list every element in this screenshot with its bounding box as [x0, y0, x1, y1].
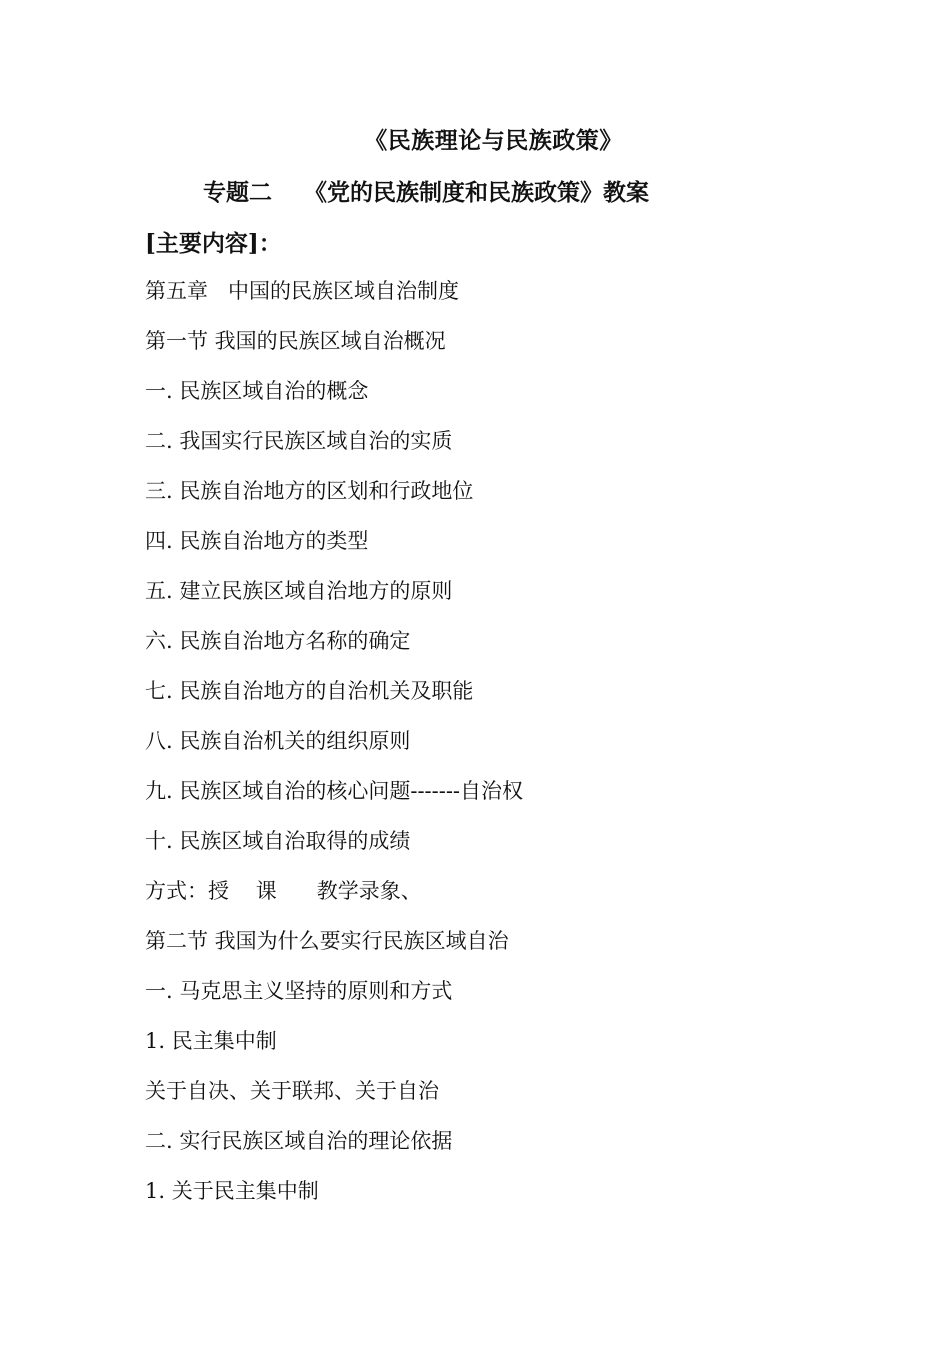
outline-line: 二. 实行民族区域自治的理论依据 — [145, 1129, 453, 1153]
outline-line: 1. 民主集中制 — [145, 1029, 277, 1053]
outline-line: 九. 民族区域自治的核心问题-------自治权 — [145, 779, 524, 803]
outline-line: 关于自决、关于联邦、关于自治 — [145, 1079, 439, 1103]
outline-line: 1. 关于民主集中制 — [145, 1179, 319, 1203]
outline-line: 一. 民族区域自治的概念 — [145, 379, 369, 403]
outline-line: 二. 我国实行民族区域自治的实质 — [145, 429, 453, 453]
outline-line: 一. 马克思主义坚持的原则和方式 — [145, 979, 453, 1003]
outline-line: 十. 民族区域自治取得的成绩 — [145, 829, 411, 853]
outline-line: 四. 民族自治地方的类型 — [145, 529, 369, 553]
outline-line: 第五章 中国的民族区域自治制度 — [145, 279, 460, 303]
document-subtitle: 专题二 《党的民族制度和民族政策》教案 — [203, 179, 650, 206]
document-title: 《民族理论与民族政策》 — [364, 127, 623, 154]
outline-line: 六. 民族自治地方名称的确定 — [145, 629, 411, 653]
outline-line: 八. 民族自治机关的组织原则 — [145, 729, 411, 753]
outline-line: 三. 民族自治地方的区划和行政地位 — [145, 479, 474, 503]
outline-line: 第二节 我国为什么要实行民族区域自治 — [145, 929, 509, 953]
main-content-label: [主要内容]： — [145, 230, 282, 257]
content-outline — [145, 274, 523, 1224]
outline-line: 方式：授 课 教学录象、 — [145, 879, 422, 903]
outline-line: 五. 建立民族区域自治地方的原则 — [145, 579, 453, 603]
outline-line: 七. 民族自治地方的自治机关及职能 — [145, 679, 474, 703]
outline-line: 第一节 我国的民族区域自治概况 — [145, 329, 446, 353]
